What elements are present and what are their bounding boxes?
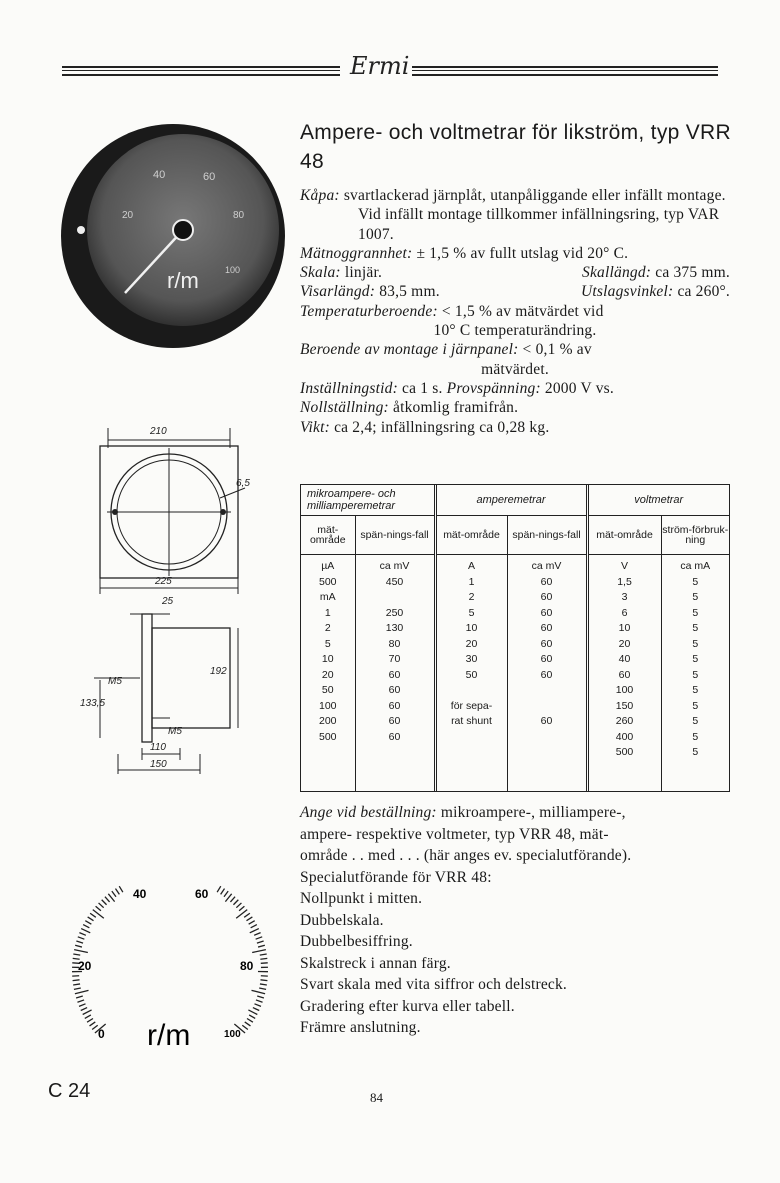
dial-tick	[251, 925, 257, 928]
dial-tick	[221, 889, 225, 895]
table-cell: 2	[324, 622, 331, 634]
dial-tick	[249, 1015, 255, 1018]
dial-0: 0	[98, 1027, 105, 1041]
photo-scale-60: 60	[203, 171, 216, 183]
table-cell	[437, 730, 507, 746]
table-cell: 500	[615, 746, 634, 758]
dim-225: 225	[155, 576, 172, 587]
dial-100: 100	[224, 1029, 241, 1040]
table-cell: 5	[692, 668, 699, 681]
dial-tick	[77, 1000, 84, 1002]
dial-tick	[88, 917, 94, 921]
col-micro-drop	[355, 575, 435, 792]
dial-tick	[105, 897, 110, 902]
dial-tick	[250, 929, 259, 933]
table-cell: 260	[615, 715, 634, 727]
dial-tick	[260, 954, 267, 955]
dial-tick	[90, 1022, 96, 1026]
table-group-volt: voltmetrar	[587, 485, 729, 516]
table-cell	[508, 699, 586, 715]
dial-tick	[245, 1022, 251, 1026]
table-cell: 5	[692, 653, 699, 665]
dial-tick	[257, 996, 264, 998]
dial-tick	[217, 886, 221, 892]
dimension-drawing	[80, 418, 280, 778]
table-cell: 5	[692, 575, 699, 588]
table-cell: 20	[618, 637, 631, 650]
dial-tick	[79, 933, 85, 936]
photo-scale-100: 100	[225, 265, 241, 275]
dial-80: 80	[240, 959, 254, 973]
table-cell: 100	[615, 684, 634, 696]
dial-tick	[74, 950, 88, 953]
table-cell: 5	[324, 637, 331, 650]
dial-tick	[261, 963, 268, 964]
table-cell: 50	[465, 668, 478, 681]
table-sub-range-2: mät-område	[435, 516, 507, 555]
dial-tick	[83, 1010, 92, 1015]
col-volt-consumption	[661, 575, 729, 792]
table-cell: 30	[465, 653, 478, 665]
dial-tick	[76, 941, 83, 943]
dial-40: 40	[133, 887, 147, 901]
spec-list	[300, 186, 730, 437]
dial-tick	[90, 913, 96, 917]
special-item: Svart skala med vita siffror och delstreck.	[300, 976, 567, 993]
photo-unit-label: r/m	[167, 268, 199, 293]
table-cell: 60	[540, 637, 553, 650]
dial-tick	[258, 945, 265, 947]
table-cell: 3	[621, 591, 628, 603]
dim-6-5: 6,5	[236, 478, 250, 489]
dial-tick	[224, 891, 228, 897]
unit-cell: A	[435, 555, 507, 575]
dial-unit: r/m	[147, 1019, 191, 1052]
table-cell: för sepa-	[450, 699, 493, 712]
table-cell: 100	[318, 699, 337, 712]
table-cell: 60	[540, 622, 553, 634]
special-item: Dubbelskala.	[300, 911, 384, 929]
table-cell: 60	[540, 606, 553, 619]
unit-cell: V	[587, 555, 661, 575]
special-item: Skalstreck i annan färg.	[300, 954, 451, 972]
dial-tick	[102, 900, 107, 905]
table-cell: 200	[318, 715, 337, 727]
spec-weight: Vikt: ca 2,4; infällningsring ca 0,28 kg.	[300, 418, 550, 436]
dial-tick	[252, 990, 266, 993]
table-cell: 150	[615, 699, 634, 712]
table-cell: rat shunt	[451, 715, 492, 727]
spec-accuracy: Mätnoggrannhet: ± 1,5 % av fullt utslag vid 20° C.	[300, 244, 629, 262]
table-cell	[356, 590, 434, 606]
order-line: Ange vid beställning: mikroampere-, milliampere-,	[300, 804, 626, 821]
dial-tick	[81, 1008, 87, 1011]
table-cell: 130	[385, 622, 404, 634]
dim-210: 210	[150, 426, 167, 437]
table-cell: 60	[388, 684, 401, 696]
table-cell: 60	[540, 575, 553, 588]
dial-tick	[108, 894, 114, 902]
table-cell: 60	[540, 591, 553, 603]
dim-133-5: 133,5	[80, 698, 106, 709]
dial-tick	[75, 990, 89, 993]
table-cell: 20	[321, 668, 334, 681]
table-cell: 60	[540, 653, 553, 665]
dial-tick	[236, 903, 241, 908]
dial-tick	[73, 980, 80, 981]
unit-cell: µA	[301, 555, 355, 575]
dial-tick	[74, 988, 81, 989]
col-ampere-drop	[507, 575, 587, 792]
catalog-code: C 24	[48, 1080, 91, 1102]
table-cell: 6	[621, 606, 628, 619]
spec-pointer: Visarlängd: 83,5 mm. Utslagsvinkel: ca 260°.	[300, 283, 730, 301]
table-cell: 40	[618, 653, 631, 665]
dial-tick	[225, 894, 231, 902]
col-micro-range	[301, 575, 355, 792]
table-cell: 60	[388, 699, 401, 712]
dial-tick	[81, 929, 90, 933]
dial-tick	[92, 1025, 98, 1029]
table-group-ampere: amperemetrar	[435, 485, 587, 516]
table-cell: 1,5	[617, 575, 632, 588]
dial-tick	[87, 1018, 93, 1022]
table-cell: 60	[618, 668, 631, 681]
unit-cell: ca mV	[507, 555, 587, 575]
dial-tick	[233, 900, 238, 905]
dial-tick	[242, 1025, 248, 1029]
spec-settling: Inställningstid: ca 1 s. Provspänning: 2000 V vs.	[300, 379, 614, 397]
table-cell: 20	[465, 637, 478, 650]
dial-tick	[119, 886, 123, 892]
table-cell: 450	[385, 575, 404, 588]
dim-m5-b: M5	[168, 726, 182, 737]
dial-tick	[259, 988, 266, 989]
dial-tick	[115, 889, 119, 895]
dial-tick	[248, 1010, 257, 1015]
dial-tick	[73, 984, 80, 985]
table-cell: 1	[468, 575, 475, 588]
dial-tick	[249, 921, 255, 925]
unit-cell: ca mA	[680, 560, 711, 572]
scale-dial	[50, 845, 290, 1065]
table-cell: 5	[692, 606, 699, 619]
ranges-table	[300, 484, 730, 792]
dim-m5-a: M5	[108, 676, 122, 687]
special-item: Nollpunkt i mitten.	[300, 890, 423, 907]
table-cell: 400	[615, 730, 634, 743]
table-cell: 5	[692, 637, 699, 650]
table-cell: 5	[692, 715, 699, 727]
dial-tick	[244, 913, 250, 917]
table-cell: 50	[321, 684, 334, 696]
table-cell: 5	[692, 746, 699, 758]
table-cell: 500	[318, 730, 337, 743]
dim-192: 192	[210, 666, 227, 677]
dial-tick	[85, 921, 91, 925]
spec-mounting-cont: mätvärdet.	[481, 360, 549, 378]
dial-60: 60	[195, 887, 209, 901]
table-cell: 10	[618, 622, 631, 634]
table-cell	[508, 730, 586, 746]
table-cell: 60	[540, 668, 553, 681]
dial-tick	[99, 903, 104, 908]
table-sub-drop-2: spän-nings-fall	[507, 516, 587, 555]
dial-tick	[83, 925, 89, 928]
brand-logo: Ermi	[350, 52, 410, 80]
table-cell: 60	[388, 668, 401, 681]
spec-temperature: Temperaturberoende: < 1,5 % av mätvärdet vid	[300, 302, 604, 320]
dim-25: 25	[162, 596, 174, 607]
table-cell	[508, 683, 586, 699]
special-item: Dubbelbesiffring.	[300, 933, 413, 950]
page-title: Ampere- och voltmetrar för likström, typ VRR 48	[300, 121, 731, 173]
table-cell: mA	[319, 591, 336, 603]
page-number: 84	[370, 1090, 383, 1105]
table-sub-drop-1: spän-nings-fall	[355, 516, 435, 555]
order-info	[300, 802, 730, 1039]
table-cell: 70	[388, 653, 401, 665]
dim-150: 150	[150, 759, 167, 770]
photo-scale-40: 40	[153, 169, 166, 181]
table-cell: 250	[385, 606, 404, 619]
dial-tick	[239, 906, 244, 911]
table-sub-range-1: mät-område	[301, 516, 355, 555]
dial-tick	[246, 917, 252, 921]
dial-tick	[230, 897, 235, 902]
dial-tick	[260, 958, 267, 959]
dial-tick	[79, 1004, 85, 1007]
dial-tick	[257, 941, 264, 943]
dial-tick	[75, 945, 82, 947]
dial-tick	[260, 980, 267, 981]
table-cell: 60	[540, 715, 553, 727]
spec-mounting: Beroende av montage i järnpanel: < 0,1 % av	[300, 341, 592, 359]
order-line: område . . med . . . (här anges ev. specialutförande).	[300, 847, 632, 864]
dial-tick	[253, 1008, 259, 1011]
table-cell: 60	[388, 730, 401, 743]
order-line: ampere- respektive voltmeter, typ VRR 48, mät-	[300, 825, 609, 843]
dial-tick	[78, 937, 85, 939]
table-sub-range-3: mät-område	[587, 516, 661, 555]
table-cell: 5	[468, 606, 475, 619]
dial-20: 20	[78, 959, 92, 973]
spec-casing: Kåpa: svartlackerad järnplåt, utanpåliggande eller infällt montage. Vid infällt montage tillkommer infällningsring, typ VAR 1007.	[300, 187, 726, 243]
dial-tick	[256, 1000, 263, 1002]
table-cell: 10	[321, 653, 334, 665]
dial-tick	[260, 984, 267, 985]
table-group-micro: mikroampere- och milliamperemetrar	[301, 485, 435, 516]
table-cell: 2	[468, 591, 475, 603]
table-cell: 80	[388, 637, 401, 650]
table-cell: 10	[465, 622, 478, 634]
photo-scale-80: 80	[233, 210, 245, 221]
table-cell: 1	[324, 606, 331, 619]
table-cell: 5	[692, 622, 699, 634]
dial-tick	[73, 954, 80, 955]
table-cell: 500	[318, 575, 337, 588]
dim-110: 110	[150, 742, 166, 753]
dial-tick	[112, 891, 116, 897]
col-ampere-range	[435, 575, 507, 792]
spec-zero: Nollställning: åtkomlig framifrån.	[300, 399, 519, 417]
special-heading: Specialutförande för VRR 48:	[300, 868, 492, 886]
special-item: Främre anslutning.	[300, 1019, 421, 1036]
table-cell: 5	[692, 730, 699, 743]
dial-tick	[85, 1015, 91, 1018]
table-sub-consumption: ström-förbruk-ning	[661, 516, 729, 555]
dial-tick	[252, 950, 266, 953]
table-cell: 5	[692, 699, 699, 712]
table-cell: 60	[388, 715, 401, 727]
table-cell: 5	[692, 684, 699, 696]
dial-tick	[254, 1004, 260, 1007]
dial-tick	[254, 933, 260, 936]
unit-cell: ca mV	[355, 555, 435, 575]
special-item: Gradering efter kurva eller tabell.	[300, 997, 515, 1015]
dial-tick	[76, 996, 83, 998]
dial-tick	[247, 1018, 253, 1022]
table-cell	[437, 683, 507, 699]
meter-photo	[55, 118, 285, 358]
photo-scale-20: 20	[122, 210, 134, 221]
table-cell: 5	[692, 591, 699, 603]
dial-tick	[96, 906, 101, 911]
col-volt-range	[587, 575, 661, 792]
dial-tick	[256, 937, 263, 939]
spec-temperature-cont: 10° C temperaturändring.	[433, 322, 597, 340]
spec-scale: Skala: linjär. Skallängd: ca 375 mm.	[300, 264, 730, 282]
